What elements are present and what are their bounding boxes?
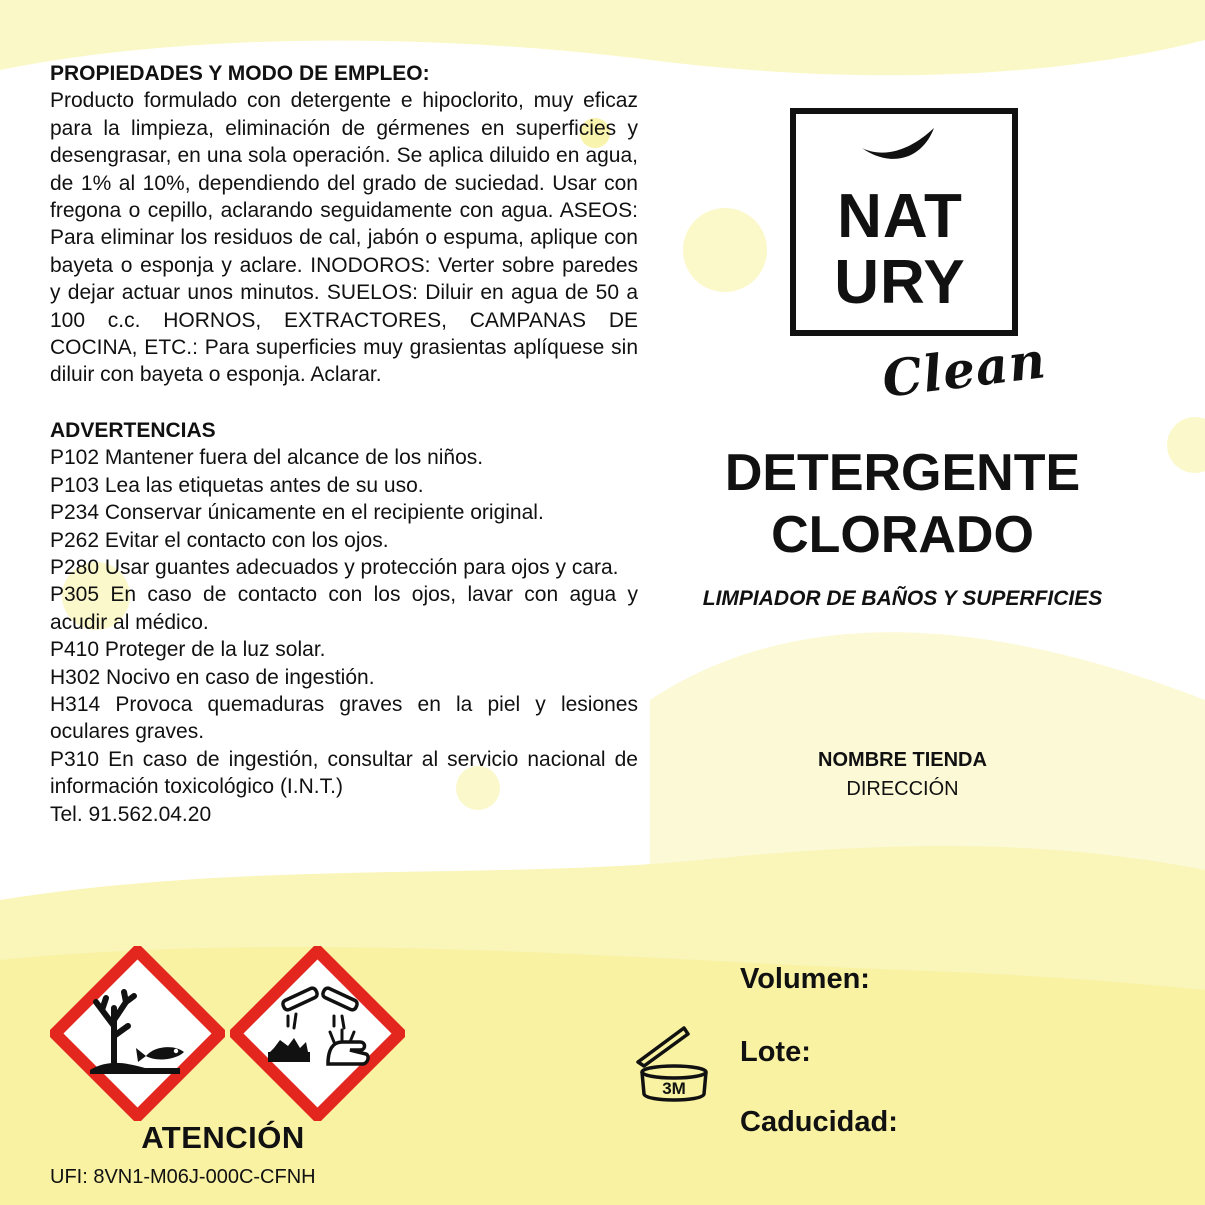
warning-item: P310 En caso de ingestión, consultar al servicio nacional de información toxicológico (I.N.T.) xyxy=(50,747,638,799)
logo-text-nat: NAT xyxy=(837,182,963,251)
warning-item: H302 Nocivo en caso de ingestión. xyxy=(50,665,375,689)
leaf-swoosh-icon xyxy=(860,126,936,166)
ufi-code: UFI: 8VN1-M06J-000C-CFNH xyxy=(50,1166,316,1188)
properties-heading: PROPIEDADES Y MODO DE EMPLEO: xyxy=(50,62,430,85)
corrosive-hazard-icon xyxy=(230,946,405,1121)
instructions-column xyxy=(50,60,638,828)
warning-item: Tel. 91.562.04.20 xyxy=(50,802,212,826)
store-address: DIRECCIÓN xyxy=(846,778,959,800)
warning-item: H314 Provoca quemaduras graves en la piel y lesiones oculares graves. xyxy=(50,692,638,744)
product-title-line1: DETERGENTE xyxy=(724,444,1081,502)
logo-script-clean: Clean xyxy=(879,330,1050,409)
brand-logo xyxy=(786,104,1050,409)
hazard-pictograms xyxy=(50,946,410,1121)
warning-item: P410 Proteger de la luz solar. xyxy=(50,638,326,662)
open-jar-icon xyxy=(632,1026,708,1106)
warning-item: P280 Usar guantes adecuados y protección para ojos y cara. xyxy=(50,555,619,579)
store-info xyxy=(760,746,1045,804)
warning-item: P262 Evitar el contacto con los ojos. xyxy=(50,528,389,552)
logo-text-ury: URY xyxy=(834,248,966,317)
warnings-section xyxy=(50,417,638,828)
volume-label: Volumen: xyxy=(740,963,870,995)
signal-word: ATENCIÓN xyxy=(141,1120,305,1155)
store-name: NOMBRE TIENDA xyxy=(818,749,987,771)
product-subtitle: LIMPIADOR DE BAÑOS Y SUPERFICIES xyxy=(702,587,1103,610)
product-title xyxy=(700,442,1105,566)
expiry-label: Caducidad: xyxy=(740,1106,898,1138)
warning-item: P234 Conservar únicamente en el recipiente original. xyxy=(50,501,544,525)
warning-item: P102 Mantener fuera del alcance de los niños. xyxy=(50,446,484,470)
batch-label: Lote: xyxy=(740,1036,811,1068)
warnings-heading: ADVERTENCIAS xyxy=(50,418,216,442)
pao-label: 3M xyxy=(662,1079,686,1098)
warning-item: P305 En caso de contacto con los ojos, lavar con agua y acudir al médico. xyxy=(50,583,638,634)
warning-item: P103 Lea las etiquetas antes de su uso. xyxy=(50,473,424,497)
properties-text: Producto formulado con detergente e hipoclorito, muy eficaz para la limpieza, eliminación de gérmenes en superficies y desengrasar, en una sola operación. Se aplica diluido en agua, de 1% al 10%, dependiendo del grado de suciedad. Usar con fregona o cepillo, aclarando seguidamente con agua. ASEOS: Para eliminar los residuos de cal, jabón o espuma, aplique con bayeta o esponja y aclare. INODOROS: Verter sobre paredes y dejar actuar unos minutos. SUELOS: Diluir en agua de 50 a 100 c.c. HORNOS, EXTRACTORES, CAMPANAS DE COCINA, ETC.: Para superficies muy grasientas aplíquese sin diluir con bayeta o esponja. Aclarar. xyxy=(50,89,638,387)
environment-hazard-icon xyxy=(50,946,225,1121)
product-title-line2: CLORADO xyxy=(771,506,1034,564)
